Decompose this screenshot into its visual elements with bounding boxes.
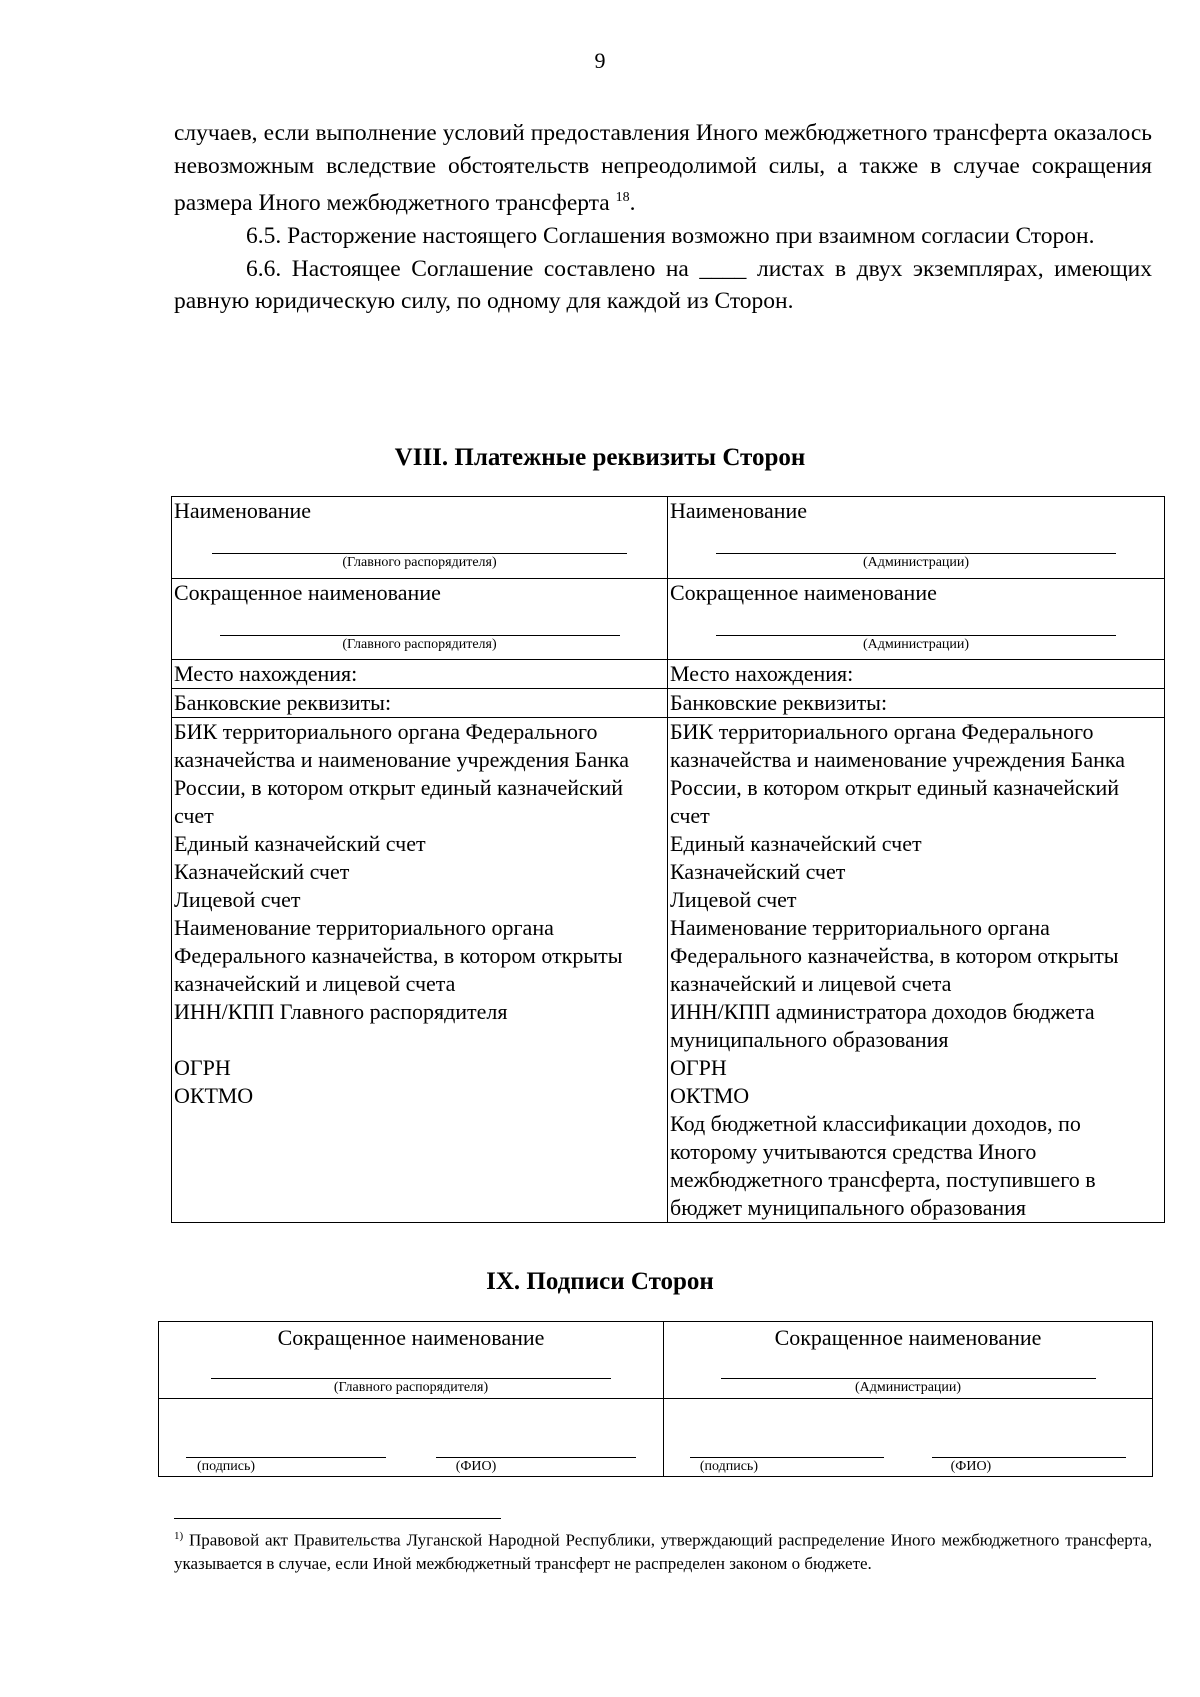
blank-line	[716, 617, 1116, 636]
payment-details-table	[171, 496, 1165, 1223]
text: .	[629, 190, 636, 217]
right-signature-cell	[664, 1399, 1153, 1477]
caption: (Главного распорядителя)	[333, 1380, 489, 1395]
page-number: 9	[594, 48, 606, 73]
right-short-name-cell	[668, 579, 1165, 660]
caption: (Главного распорядителя)	[342, 637, 497, 652]
detail-line: ИНН/КПП Главного распорядителя	[174, 999, 508, 1024]
left-bank-label: Банковские реквизиты:	[172, 689, 668, 718]
blank-line	[716, 535, 1116, 554]
footnote-ref: 18	[615, 190, 630, 206]
detail-line: Код бюджетной классификации доходов, по которому учитываются средства Иного межбюджетного трансферта, поступившего в бюджет муниципального образования	[670, 1111, 1096, 1220]
caption: (Администрации)	[862, 555, 970, 570]
caption: (ФИО)	[455, 1459, 497, 1474]
right-bank-label: Банковские реквизиты:	[668, 689, 1165, 718]
section-8-title: VIII. Платежные реквизиты Сторон	[394, 444, 806, 471]
body-text	[174, 117, 1152, 318]
detail-line: БИК территориального органа Федерального казначейства и наименование учреждения Банка России, в котором открыт единый казначейский счет	[174, 719, 629, 828]
text: 6.6. Настоящее Соглашение составлено на	[246, 255, 689, 282]
left-location: Место нахождения:	[172, 660, 668, 689]
label: Сокращенное наименование	[670, 580, 937, 605]
caption: (ФИО)	[950, 1459, 992, 1474]
footnote-separator	[174, 1518, 501, 1519]
detail-line: Наименование территориального органа Федерального казначейства, в котором открыты казначейский и лицевой счета	[670, 915, 1119, 996]
text: листах в двух экземплярах, имеющих равную юридическую силу, по одному для каждой из Сторон.	[174, 255, 1152, 315]
caption: (Главного распорядителя)	[342, 555, 497, 570]
label: Сокращенное наименование	[277, 1325, 545, 1350]
blank-line	[721, 1360, 1096, 1379]
signatures-table	[158, 1321, 1153, 1477]
paragraph-6-5: 6.5. Расторжение настоящего Соглашения возможно при взаимном согласии Сторон.	[246, 222, 1095, 249]
left-signature-cell	[159, 1399, 664, 1477]
detail-line: ОКТМО	[174, 1083, 254, 1108]
detail-line: Единый казначейский счет	[174, 831, 426, 856]
blank-line	[220, 617, 620, 636]
paragraph-6-4-end	[174, 117, 1152, 220]
left-sign-name	[159, 1322, 664, 1399]
right-location: Место нахождения:	[668, 660, 1165, 689]
paragraph-6-6	[174, 253, 1152, 318]
footnote-mark: 1)	[174, 1530, 184, 1542]
right-name-cell	[668, 497, 1165, 579]
detail-line: Казначейский счет	[174, 859, 350, 884]
label: Сокращенное наименование	[174, 580, 441, 605]
detail-line: ОГРН	[670, 1055, 727, 1080]
right-sign-name	[664, 1322, 1153, 1399]
label: Наименование	[670, 498, 808, 523]
detail-line: ИНН/КПП администратора доходов бюджета муниципального образования	[670, 999, 1095, 1052]
spacer	[174, 1026, 665, 1054]
detail-line: БИК территориального органа Федерального казначейства и наименование учреждения Банка России, в котором открыт единый казначейский счет	[670, 719, 1125, 828]
label: Наименование	[174, 498, 312, 523]
footnote-text: Правовой акт Правительства Луганской Народной Республики, утверждающий распределение Иного межбюджетного трансферта, указывается в случае, если Иной межбюджетный трансферт не распределен законом о бюджете.	[174, 1530, 1152, 1573]
blank-field: ____	[699, 255, 747, 282]
text: случаев, если выполнение условий предоставления Иного межбюджетного трансферта оказалось невозможным вследствие обстоятельств непреодолимой силы, а также в случае сокращения размера Иного межбюджетного трансферта	[174, 120, 1152, 217]
detail-line: Казначейский счет	[670, 859, 846, 884]
footnote	[174, 1525, 1152, 1575]
detail-line: Единый казначейский счет	[670, 831, 922, 856]
label: Сокращенное наименование	[774, 1325, 1042, 1350]
detail-line: ОКТМО	[670, 1083, 750, 1108]
signature-line	[186, 1439, 386, 1458]
detail-line: ОГРН	[174, 1055, 231, 1080]
detail-line: Наименование территориального органа Федерального казначейства, в котором открыты казначейский и лицевой счета	[174, 915, 623, 996]
left-bank-details	[172, 718, 668, 1223]
blank-line	[212, 535, 627, 554]
blank-line	[211, 1360, 611, 1379]
right-bank-details	[668, 718, 1165, 1223]
fio-line	[932, 1439, 1126, 1458]
left-name-cell	[172, 497, 668, 579]
caption: (подпись)	[196, 1459, 256, 1474]
detail-line: Лицевой счет	[174, 887, 301, 912]
detail-line: Лицевой счет	[670, 887, 797, 912]
caption: (Администрации)	[854, 1380, 962, 1395]
signature-line	[690, 1439, 884, 1458]
fio-line	[436, 1439, 636, 1458]
left-short-name-cell	[172, 579, 668, 660]
caption: (подпись)	[699, 1459, 758, 1474]
caption: (Администрации)	[862, 637, 970, 652]
section-9-title: IX. Подписи Сторон	[486, 1268, 714, 1295]
